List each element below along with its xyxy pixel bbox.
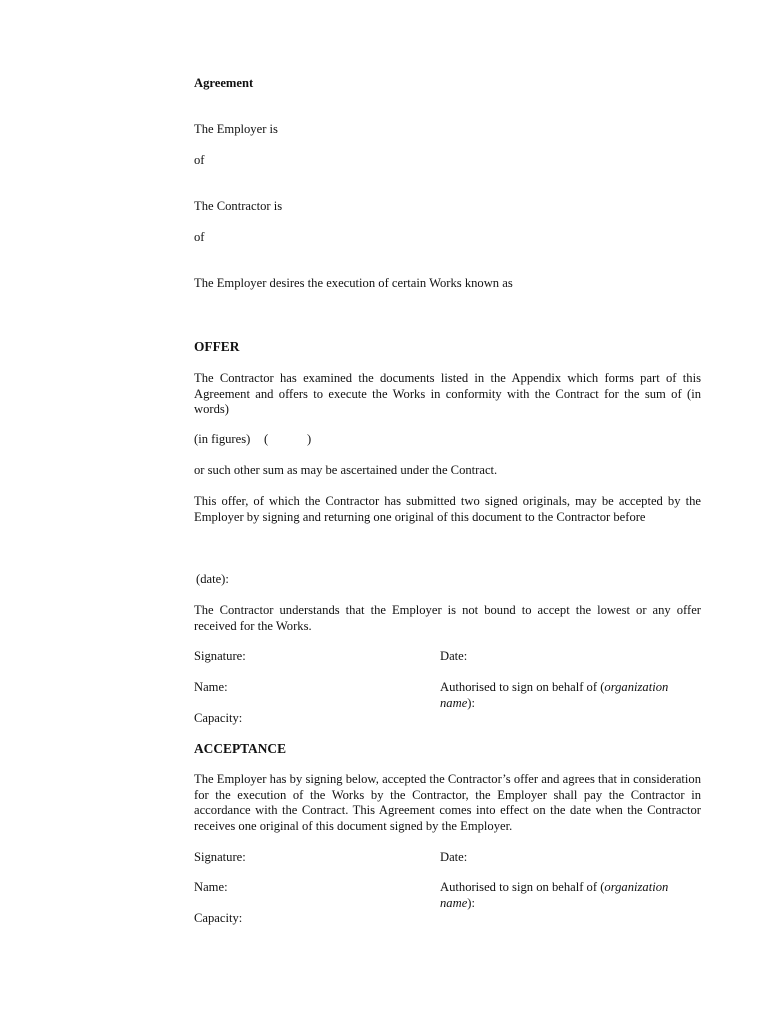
offer-paragraph-1: The Contractor has examined the documents listed in the Appendix which forms part of this Agreement and offers to execute the Works in conformity with the Contract for the sum of (in words)	[194, 371, 701, 416]
agreement-title: Agreement	[194, 76, 254, 90]
acceptance-authorised-suffix: ):	[467, 895, 475, 910]
acceptance-authorised-label	[440, 880, 706, 911]
offer-authorised-suffix: ):	[467, 695, 475, 710]
in-figures-text: (in figures)	[194, 432, 251, 446]
offer-date-field-label: Date:	[440, 649, 468, 663]
acceptance-paragraph: The Employer has by signing below, accepted the Contractor’s offer and agrees that in consideration for the execution of the Works by the Contractor, the Employer shall pay the Contractor in accordance with the Contract. This Agreement comes into effect on the date when the Contractor receives one original of this document signed by the Employer.	[194, 772, 701, 833]
offer-paragraph-2: This offer, of which the Contractor has submitted two signed originals, may be accepted by the Employer by signing and returning one original of this document to the Contractor before	[194, 494, 701, 524]
acceptance-authorised-prefix: Authorised to sign on behalf of (	[440, 880, 605, 894]
employer-is-label: The Employer is	[194, 122, 278, 136]
offer-name-label: Name:	[194, 680, 228, 694]
offer-capacity-label: Capacity:	[194, 711, 243, 725]
offer-authorised-label	[440, 680, 706, 711]
in-figures-label	[194, 432, 250, 448]
figures-paren-close: )	[307, 432, 312, 446]
offer-date-label: (date):	[196, 572, 229, 586]
contractor-is-label: The Contractor is	[194, 199, 283, 213]
employer-of-label: of	[194, 153, 205, 167]
offer-authorised-org: organization name	[440, 680, 669, 710]
offer-signature-label: Signature:	[194, 649, 246, 663]
other-sum-text: or such other sum as may be ascertained under the Contract.	[194, 463, 498, 477]
offer-paragraph-3: The Contractor understands that the Employer is not bound to accept the lowest or any offer received for the Works.	[194, 603, 701, 633]
offer-authorised-prefix: Authorised to sign on behalf of (	[440, 680, 605, 694]
acceptance-date-field-label: Date:	[440, 850, 468, 864]
contractor-of-label: of	[194, 230, 205, 244]
figures-paren-open: (	[264, 432, 269, 446]
acceptance-heading: ACCEPTANCE	[194, 741, 287, 756]
works-known-as-label: The Employer desires the execution of certain Works known as	[194, 276, 513, 290]
offer-heading: OFFER	[194, 339, 240, 354]
acceptance-authorised-org: organization name	[440, 880, 669, 910]
acceptance-signature-label: Signature:	[194, 850, 246, 864]
acceptance-capacity-label: Capacity:	[194, 911, 243, 925]
acceptance-name-label: Name:	[194, 880, 228, 894]
